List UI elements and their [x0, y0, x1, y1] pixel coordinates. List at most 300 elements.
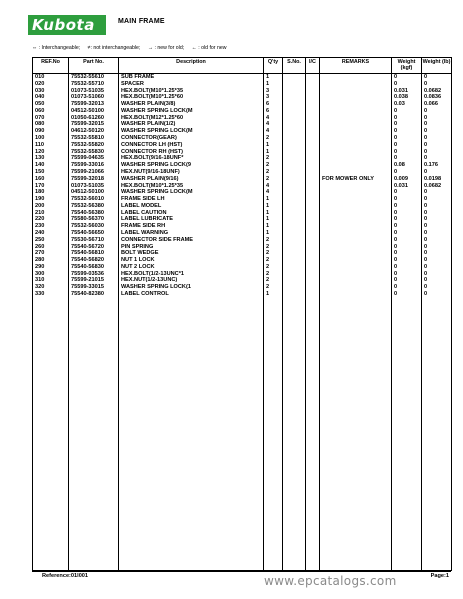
cell-weight-lb: 0.0198 [422, 176, 452, 183]
table-row [33, 94, 452, 101]
cell-ref-no: 330 [33, 291, 69, 298]
cell-serial-no [283, 230, 306, 237]
cell-part-no: 75599-33015 [69, 284, 119, 291]
table-row [33, 189, 452, 196]
cell-weight-kgf: 0 [392, 284, 422, 291]
cell-serial-no [283, 210, 306, 217]
cell-weight-lb: 0 [422, 257, 452, 264]
cell-serial-no [283, 108, 306, 115]
cell-weight-lb: 0.176 [422, 162, 452, 169]
cell-interchange [306, 128, 320, 135]
cell-remarks [320, 88, 392, 95]
cell-weight-lb: 0 [422, 264, 452, 271]
header-weight-kgf: Weight (kgf) [392, 58, 422, 74]
cell-weight-kgf: 0 [392, 155, 422, 162]
cell-quantity: 6 [264, 108, 283, 115]
cell-description: FRAME SIDE RH [119, 223, 264, 230]
cell-description: CONNECTOR SIDE FRAME [119, 237, 264, 244]
cell-ref-no: 120 [33, 149, 69, 156]
cell-remarks [320, 257, 392, 264]
table-row [33, 162, 452, 169]
cell-weight-kgf: 0 [392, 244, 422, 251]
cell-serial-no [283, 121, 306, 128]
cell-part-no: 75580-56370 [69, 216, 119, 223]
cell-part-no: 75599-03536 [69, 271, 119, 278]
table-row [33, 108, 452, 115]
table-row [33, 244, 452, 251]
cell-weight-lb: 0 [422, 277, 452, 284]
interchangeability-legend [32, 45, 233, 51]
cell-part-no: 75532-55610 [69, 74, 119, 81]
cell-ref-no: 220 [33, 216, 69, 223]
cell-quantity: 3 [264, 94, 283, 101]
table-row [33, 291, 452, 298]
table-row [33, 121, 452, 128]
cell-interchange [306, 277, 320, 284]
table-row [33, 271, 452, 278]
cell-part-no: 75532-56030 [69, 223, 119, 230]
cell-interchange [306, 94, 320, 101]
table-row [33, 135, 452, 142]
filler-cell [33, 298, 69, 570]
cell-quantity: 4 [264, 115, 283, 122]
cell-weight-lb: 0 [422, 223, 452, 230]
cell-interchange [306, 135, 320, 142]
header-ref-no: REF.No [33, 58, 69, 74]
table-row [33, 250, 452, 257]
cell-serial-no [283, 277, 306, 284]
cell-remarks [320, 81, 392, 88]
cell-part-no: 75532-56010 [69, 196, 119, 203]
cell-description: CONNECTOR(GEAR) [119, 135, 264, 142]
cell-serial-no [283, 128, 306, 135]
cell-remarks [320, 183, 392, 190]
cell-ref-no: 200 [33, 203, 69, 210]
filler-cell [264, 298, 283, 570]
cell-serial-no [283, 81, 306, 88]
cell-weight-kgf: 0 [392, 189, 422, 196]
cell-ref-no: 230 [33, 223, 69, 230]
cell-serial-no [283, 183, 306, 190]
cell-remarks [320, 291, 392, 298]
table-row [33, 284, 452, 291]
table-row [33, 223, 452, 230]
cell-weight-kgf: 0.031 [392, 88, 422, 95]
cell-quantity: 3 [264, 88, 283, 95]
table-row [33, 142, 452, 149]
cell-ref-no: 190 [33, 196, 69, 203]
table-row [33, 149, 452, 156]
cell-ref-no: 040 [33, 94, 69, 101]
cell-weight-kgf: 0.03 [392, 101, 422, 108]
table-row [33, 257, 452, 264]
cell-description: SUB FRAME [119, 74, 264, 81]
cell-ref-no: 290 [33, 264, 69, 271]
cell-quantity: 2 [264, 257, 283, 264]
filler-cell [69, 298, 119, 570]
cell-description: LABEL LUBRICATE [119, 216, 264, 223]
table-row [33, 128, 452, 135]
cell-description: HEX.NUT(1/2-13UNC) [119, 277, 264, 284]
cell-serial-no [283, 223, 306, 230]
cell-weight-kgf: 0 [392, 223, 422, 230]
cell-part-no: 75599-04635 [69, 155, 119, 162]
cell-interchange [306, 223, 320, 230]
cell-serial-no [283, 142, 306, 149]
cell-weight-kgf: 0 [392, 237, 422, 244]
cell-description: NUT 2 LOCK [119, 264, 264, 271]
cell-ref-no: 320 [33, 284, 69, 291]
cell-ref-no: 110 [33, 142, 69, 149]
cell-serial-no [283, 196, 306, 203]
cell-weight-lb: 0 [422, 115, 452, 122]
cell-remarks [320, 162, 392, 169]
cell-weight-kgf: 0 [392, 264, 422, 271]
cell-interchange [306, 216, 320, 223]
cell-ref-no: 210 [33, 210, 69, 217]
cell-remarks [320, 210, 392, 217]
cell-weight-lb: 0 [422, 169, 452, 176]
cell-quantity: 2 [264, 135, 283, 142]
header-weight-lb: Weight (lb) [422, 58, 452, 74]
cell-ref-no: 010 [33, 74, 69, 81]
cell-quantity: 1 [264, 142, 283, 149]
cell-interchange [306, 203, 320, 210]
header-serial-no: S.No. [283, 58, 306, 74]
cell-description: PIN SPRING [119, 244, 264, 251]
cell-quantity: 2 [264, 237, 283, 244]
cell-weight-kgf: 0 [392, 169, 422, 176]
cell-weight-kgf: 0 [392, 271, 422, 278]
cell-interchange [306, 74, 320, 81]
table-row [33, 81, 452, 88]
cell-remarks [320, 135, 392, 142]
cell-quantity: 1 [264, 210, 283, 217]
cell-description: SPACER [119, 81, 264, 88]
cell-quantity: 2 [264, 277, 283, 284]
cell-part-no: 01073-51035 [69, 88, 119, 95]
cell-ref-no: 030 [33, 88, 69, 95]
cell-remarks [320, 101, 392, 108]
cell-ref-no: 250 [33, 237, 69, 244]
cell-interchange [306, 149, 320, 156]
cell-serial-no [283, 264, 306, 271]
table-row [33, 169, 452, 176]
table-row [33, 183, 452, 190]
cell-remarks [320, 121, 392, 128]
cell-description: WASHER PLAIN(1/2) [119, 121, 264, 128]
cell-interchange [306, 115, 320, 122]
cell-weight-kgf: 0 [392, 74, 422, 81]
cell-remarks [320, 277, 392, 284]
cell-ref-no: 060 [33, 108, 69, 115]
cell-interchange [306, 176, 320, 183]
cell-weight-kgf: 0 [392, 196, 422, 203]
cell-weight-kgf: 0 [392, 216, 422, 223]
cell-remarks [320, 149, 392, 156]
cell-weight-lb: 0 [422, 189, 452, 196]
cell-weight-kgf: 0 [392, 121, 422, 128]
cell-remarks [320, 216, 392, 223]
cell-description: LABEL WARNING [119, 230, 264, 237]
cell-remarks [320, 271, 392, 278]
cell-description: WASHER SPRING LOCK(M [119, 108, 264, 115]
cell-part-no: 04612-50120 [69, 128, 119, 135]
cell-part-no: 75540-56810 [69, 250, 119, 257]
cell-weight-lb: 0 [422, 216, 452, 223]
cell-quantity: 2 [264, 250, 283, 257]
table-row [33, 203, 452, 210]
cell-part-no: 75532-55810 [69, 135, 119, 142]
cell-ref-no: 140 [33, 162, 69, 169]
cell-quantity: 1 [264, 203, 283, 210]
cell-weight-kgf: 0 [392, 250, 422, 257]
cell-weight-lb: 0 [422, 237, 452, 244]
cell-part-no: 75540-56650 [69, 230, 119, 237]
cell-remarks [320, 128, 392, 135]
cell-remarks [320, 264, 392, 271]
cell-description: WASHER PLAIN(9/16) [119, 176, 264, 183]
cell-weight-lb: 0 [422, 149, 452, 156]
cell-weight-kgf: 0 [392, 277, 422, 284]
cell-weight-kgf: 0 [392, 291, 422, 298]
cell-quantity: 1 [264, 230, 283, 237]
cell-quantity: 1 [264, 223, 283, 230]
cell-interchange [306, 244, 320, 251]
cell-weight-kgf: 0.009 [392, 176, 422, 183]
legend-not-interchangeable: ≠: not interchangeable; [87, 45, 141, 51]
cell-remarks [320, 155, 392, 162]
cell-weight-kgf: 0 [392, 81, 422, 88]
cell-weight-kgf: 0 [392, 142, 422, 149]
site-watermark: www.epcatalogs.com [264, 574, 397, 588]
cell-interchange [306, 101, 320, 108]
cell-serial-no [283, 189, 306, 196]
cell-ref-no: 240 [33, 230, 69, 237]
cell-interchange [306, 257, 320, 264]
cell-remarks [320, 142, 392, 149]
cell-weight-kgf: 0 [392, 115, 422, 122]
footer-reference: Reference:01l001 [42, 573, 89, 579]
cell-description: HEX.BOLT(M10*1.25*35 [119, 88, 264, 95]
cell-quantity: 2 [264, 271, 283, 278]
cell-interchange [306, 250, 320, 257]
cell-interchange [306, 284, 320, 291]
cell-quantity: 2 [264, 244, 283, 251]
cell-description: WASHER SPRING LOCK(9 [119, 162, 264, 169]
cell-serial-no [283, 244, 306, 251]
legend-new-for-old: → : new for old; [147, 45, 185, 51]
cell-interchange [306, 271, 320, 278]
cell-interchange [306, 183, 320, 190]
page-header [28, 15, 448, 37]
filler-cell [422, 298, 452, 570]
cell-interchange [306, 142, 320, 149]
cell-interchange [306, 162, 320, 169]
filler-cell [392, 298, 422, 570]
parts-table [32, 57, 452, 571]
cell-interchange [306, 291, 320, 298]
cell-weight-lb: 0 [422, 203, 452, 210]
table-row [33, 155, 452, 162]
cell-weight-lb: 0 [422, 155, 452, 162]
cell-weight-lb: 0 [422, 128, 452, 135]
cell-weight-kgf: 0 [392, 210, 422, 217]
cell-remarks [320, 244, 392, 251]
cell-ref-no: 020 [33, 81, 69, 88]
cell-part-no: 75532-55830 [69, 149, 119, 156]
cell-quantity: 2 [264, 162, 283, 169]
cell-ref-no: 180 [33, 189, 69, 196]
table-row [33, 230, 452, 237]
cell-ref-no: 300 [33, 271, 69, 278]
cell-description: HEX.BOLT(M10*1.25*60 [119, 94, 264, 101]
cell-quantity: 1 [264, 149, 283, 156]
cell-part-no: 04512-50100 [69, 189, 119, 196]
cell-weight-lb: 0 [422, 142, 452, 149]
cell-serial-no [283, 101, 306, 108]
cell-remarks [320, 94, 392, 101]
parts-table-body [33, 74, 452, 571]
cell-weight-kgf: 0 [392, 108, 422, 115]
table-row [33, 88, 452, 95]
cell-part-no: 75599-21015 [69, 277, 119, 284]
cell-interchange [306, 196, 320, 203]
cell-interchange [306, 264, 320, 271]
legend-old-for-new: ← : old for new [191, 45, 227, 51]
cell-quantity: 6 [264, 101, 283, 108]
cell-description: HEX.BOLT(M12*1.25*60 [119, 115, 264, 122]
cell-ref-no: 150 [33, 169, 69, 176]
table-row [33, 196, 452, 203]
cell-weight-lb: 0 [422, 230, 452, 237]
cell-part-no: 75532-55710 [69, 81, 119, 88]
cell-remarks: FOR MOWER ONLY [320, 176, 392, 183]
cell-weight-kgf: 0 [392, 149, 422, 156]
cell-remarks [320, 189, 392, 196]
cell-ref-no: 270 [33, 250, 69, 257]
cell-weight-lb: 0 [422, 250, 452, 257]
cell-weight-kgf: 0 [392, 257, 422, 264]
cell-weight-kgf: 0.031 [392, 183, 422, 190]
page-title: MAIN FRAME [118, 18, 165, 25]
cell-serial-no [283, 237, 306, 244]
cell-description: HEX.NUT(9/16-18UNF) [119, 169, 264, 176]
cell-serial-no [283, 74, 306, 81]
cell-weight-kgf: 0 [392, 203, 422, 210]
cell-interchange [306, 88, 320, 95]
cell-remarks [320, 115, 392, 122]
header-part-no: Part No. [69, 58, 119, 74]
cell-remarks [320, 237, 392, 244]
cell-description: WASHER SPRING LOCK(M [119, 128, 264, 135]
cell-part-no: 75532-56380 [69, 203, 119, 210]
kubota-logo: Kubota [28, 15, 106, 35]
cell-description: LABEL MODEL [119, 203, 264, 210]
table-row [33, 176, 452, 183]
cell-weight-lb: 0.0682 [422, 88, 452, 95]
cell-part-no: 75599-21066 [69, 169, 119, 176]
cell-serial-no [283, 291, 306, 298]
table-row [33, 101, 452, 108]
filler-cell [119, 298, 264, 570]
cell-weight-lb: 0 [422, 81, 452, 88]
footer-divider [32, 571, 451, 572]
cell-quantity: 4 [264, 189, 283, 196]
cell-part-no: 75540-82380 [69, 291, 119, 298]
cell-description: BOLT WEDGE [119, 250, 264, 257]
cell-quantity: 2 [264, 264, 283, 271]
cell-remarks [320, 284, 392, 291]
cell-interchange [306, 155, 320, 162]
cell-quantity: 2 [264, 169, 283, 176]
cell-description: WASHER SPRING LOCK(1 [119, 284, 264, 291]
cell-quantity: 1 [264, 196, 283, 203]
cell-ref-no: 100 [33, 135, 69, 142]
cell-description: HEX.BOLT(9/16-18UNF* [119, 155, 264, 162]
cell-description: LABEL CONTROL [119, 291, 264, 298]
cell-weight-kgf: 0 [392, 128, 422, 135]
cell-part-no: 75599-32013 [69, 101, 119, 108]
cell-weight-lb: 0 [422, 74, 452, 81]
cell-serial-no [283, 169, 306, 176]
cell-weight-lb: 0 [422, 244, 452, 251]
cell-serial-no [283, 176, 306, 183]
cell-description: FRAME SIDE LH [119, 196, 264, 203]
table-header-row [33, 58, 452, 74]
cell-ref-no: 280 [33, 257, 69, 264]
cell-quantity: 4 [264, 128, 283, 135]
cell-remarks [320, 250, 392, 257]
cell-part-no: 01073-51060 [69, 94, 119, 101]
cell-weight-kgf: 0.038 [392, 94, 422, 101]
cell-description: CONNECTOR LH (HST) [119, 142, 264, 149]
cell-remarks [320, 196, 392, 203]
cell-quantity: 2 [264, 176, 283, 183]
cell-description: NUT 1 LOCK [119, 257, 264, 264]
cell-quantity: 4 [264, 121, 283, 128]
cell-weight-kgf: 0.08 [392, 162, 422, 169]
cell-weight-lb: 0 [422, 291, 452, 298]
cell-ref-no: 160 [33, 176, 69, 183]
cell-serial-no [283, 203, 306, 210]
header-quantity: Q'ty [264, 58, 283, 74]
cell-part-no: 01073-51035 [69, 183, 119, 190]
header-description: Description [119, 58, 264, 74]
cell-interchange [306, 189, 320, 196]
cell-quantity: 1 [264, 81, 283, 88]
cell-part-no: 75540-56820 [69, 257, 119, 264]
cell-serial-no [283, 155, 306, 162]
cell-description: HEX.BOLT(M10*1.25*35 [119, 183, 264, 190]
cell-remarks [320, 230, 392, 237]
table-row [33, 264, 452, 271]
cell-serial-no [283, 149, 306, 156]
cell-interchange [306, 237, 320, 244]
cell-ref-no: 070 [33, 115, 69, 122]
cell-serial-no [283, 257, 306, 264]
header-interchange: I/C [306, 58, 320, 74]
cell-serial-no [283, 162, 306, 169]
cell-interchange [306, 121, 320, 128]
cell-part-no: 75540-56720 [69, 244, 119, 251]
cell-weight-kgf: 0 [392, 135, 422, 142]
cell-interchange [306, 81, 320, 88]
cell-remarks [320, 108, 392, 115]
cell-quantity: 1 [264, 216, 283, 223]
table-filler-row [33, 298, 452, 570]
cell-description: WASHER PLAIN(3/8) [119, 101, 264, 108]
